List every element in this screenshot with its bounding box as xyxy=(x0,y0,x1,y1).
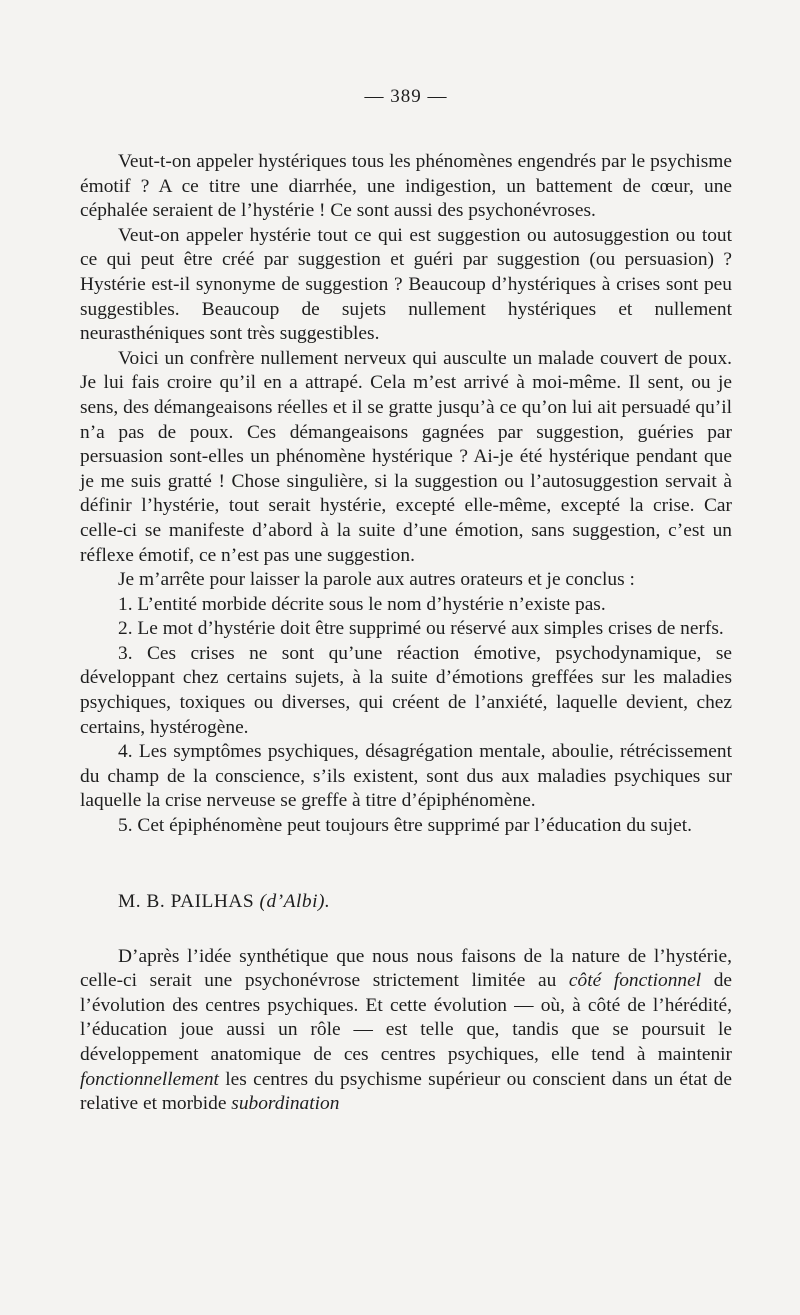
italic-emphasis: fonctionnellement xyxy=(80,1068,219,1090)
paragraph: Je m’arrête pour laisser la parole aux autres orateurs et je conclus : xyxy=(118,569,635,591)
conclusion-item: 1. L’entité morbide décrite sous le nom d’hystérie n’existe pas. xyxy=(118,593,606,615)
paragraph xyxy=(80,945,732,1117)
conclusion-item: 2. Le mot d’hystérie doit être supprimé ou réservé aux simples crises de nerfs. xyxy=(118,618,724,640)
italic-emphasis: subordination xyxy=(231,1093,340,1115)
conclusion-item: 4. Les symptômes psychiques, désagrégation mentale, aboulie, rétrécissement du champ de la conscience, s’ils existent, sont dus aux maladies psychiques sur laquelle la crise nerveuse se greffe à titre d’épiphénomène. xyxy=(80,741,732,812)
body-text-top xyxy=(80,150,732,839)
speaker-affiliation: (d’Albi). xyxy=(259,890,331,912)
conclusion-item: 3. Ces crises ne sont qu’une réaction émotive, psychodynamique, se développant chez certains sujets, à la suite d’émotions greffées sur les maladies psychiques, toxiques ou diverses, qui créent de l’anxiété, laquelle devient, chez certains, hystérogène. xyxy=(80,642,732,738)
conclusion-item: 5. Cet épiphénomène peut toujours être supprimé par l’éducation du sujet. xyxy=(118,815,693,837)
paragraph: Veut-t-on appeler hystériques tous les phénomènes engendrés par le psychisme émotif ? A ce titre une diarrhée, une indigestion, un battement de cœur, une céphalée seraient de l’hystérie ! Ce sont aussi des psychonévroses. xyxy=(80,151,732,222)
text-run: les centres du psychisme supérieur ou conscient dans un état de relative et morbide xyxy=(80,1068,732,1115)
text-run: de l’évolution des centres psychiques. Et cette évolution — où, à côté de l’hérédité, l’éducation joue aussi un rôle — est telle que, tandis que se poursuit le développement anatomique de ces centres psychiques, elle tend à maintenir xyxy=(80,970,733,1065)
text-run: D’après l’idée synthétique que nous nous faisons de la nature de l’hystérie, celle-ci serait une psychonévrose strictement limitée au xyxy=(80,945,732,992)
paragraph: Voici un confrère nullement nerveux qui ausculte un malade couvert de poux. Je lui fais croire qu’il en a attrapé. Cela m’est arrivé à moi-même. Il sent, ou je sens, des démangeaisons réelles et il se gratte jusqu’à ce qu’on lui ait persuadé qu’il n’a pas de poux. Ces démangeaisons gagnées par suggestion, guéries par persuasion sont-elles un phénomène hystérique ? Ai-je été hystérique pendant que je me suis gratté ! Chose singulière, si la suggestion ou l’autosuggestion servait à définir l’hystérie, tout serait hystérie, excepté elle-même, excepté la crise. Car celle-ci se manifeste d’abord à la suite d’une émotion, sans suggestion, c’est un réflexe émotif, ce n’est pas une suggestion. xyxy=(80,347,732,566)
page-number: — 389 — xyxy=(364,86,448,107)
speaker-name: M. B. PAILHAS xyxy=(118,890,255,912)
paragraph: Veut-on appeler hystérie tout ce qui est suggestion ou autosuggestion ou tout ce qui peut être créé par suggestion et guéri par suggestion (ou persuasion) ? Hystérie est-il synonyme de suggestion ? Beaucoup d’hystériques à crises sont peu suggestibles. Beaucoup de sujets nullement hystériques et nullement neurasthéniques sont très suggestibles. xyxy=(80,224,732,345)
speaker-heading xyxy=(80,891,732,913)
italic-emphasis: côté fonctionnel xyxy=(568,970,702,992)
